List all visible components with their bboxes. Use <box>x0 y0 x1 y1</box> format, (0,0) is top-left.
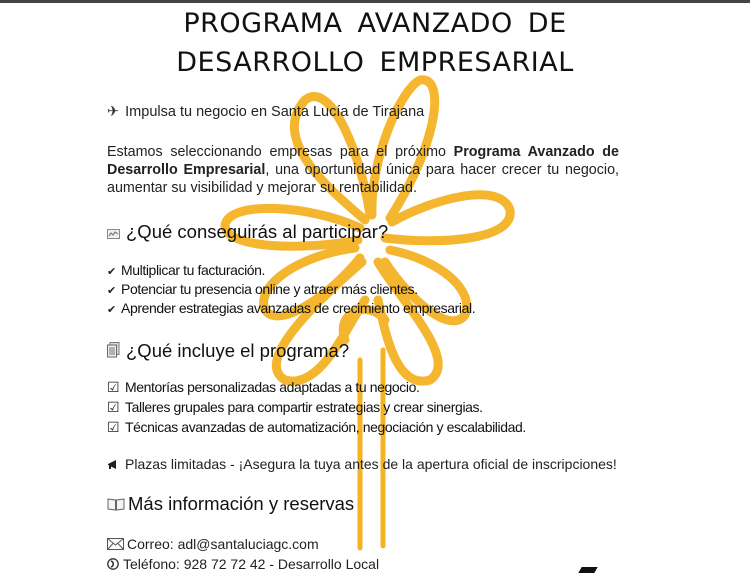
email-line <box>107 536 319 553</box>
book-icon <box>107 494 125 516</box>
chart-icon <box>107 222 120 244</box>
program-item: ☑ Talleres grupales para compartir estrategias y crear sinergias. <box>107 399 483 415</box>
check-icon: ✔ <box>107 285 116 297</box>
description-bold: Programa Avanzado de Desarrollo Empresarial <box>107 144 619 178</box>
title-line-1: PROGRAMA AVANZADO DE <box>183 8 567 39</box>
check-icon: ✔ <box>107 304 116 316</box>
program-item: ☑ Mentorías personalizadas adaptadas a tu negocio. <box>107 379 420 395</box>
checkbox-icon: ☑ <box>107 399 120 415</box>
intro-text: Impulsa tu negocio en Santa Lucía de Tirajana <box>125 104 425 120</box>
intro-line <box>107 104 424 120</box>
description-paragraph <box>107 143 619 197</box>
checkbox-icon: ☑ <box>107 419 120 435</box>
benefit-item: ✔ Potenciar tu presencia online y atraer más clientes. <box>107 281 418 297</box>
megaphone-icon <box>107 457 119 473</box>
limited-places-notice <box>107 456 617 473</box>
program-item: ☑ Técnicas avanzadas de automatización, negociación y escalabilidad. <box>107 419 526 435</box>
title-line-2: DESARROLLO EMPRESARIAL <box>176 47 574 78</box>
phone-text: Teléfono: 928 72 72 42 - Desarrollo Local <box>123 556 380 572</box>
checkbox-icon: ☑ <box>107 379 120 395</box>
phone-line <box>107 556 379 573</box>
description-part-1: Estamos seleccionando empresas para el próximo <box>107 144 454 160</box>
benefit-item: ✔ Multiplicar tu facturación. <box>107 262 266 278</box>
info-heading <box>107 493 354 516</box>
notice-text: Plazas limitadas - ¡Asegura la tuya antes de la apertura oficial de inscripciones! <box>125 456 617 472</box>
email-text[interactable]: Correo: adl@santaluciagc.com <box>127 536 319 552</box>
description-part-2: , una oportunidad única para hacer crecer tu negocio, aumentar su visibilidad y mejorar su rentabilidad. <box>107 162 619 196</box>
benefits-heading <box>107 221 388 244</box>
phone-icon <box>107 557 119 573</box>
logo-fragment <box>578 567 597 573</box>
benefit-item: ✔ Aprender estrategias avanzadas de crecimiento empresarial. <box>107 300 476 316</box>
program-heading-text: ¿Qué incluye el programa? <box>126 340 350 361</box>
envelope-icon <box>107 537 124 553</box>
documents-icon <box>107 341 120 363</box>
benefits-heading-text: ¿Qué conseguirás al participar? <box>126 221 389 242</box>
program-heading <box>107 340 349 363</box>
airplane-icon: ✈ <box>107 104 120 121</box>
check-icon: ✔ <box>107 266 116 278</box>
info-heading-text: Más información y reservas <box>128 493 355 514</box>
